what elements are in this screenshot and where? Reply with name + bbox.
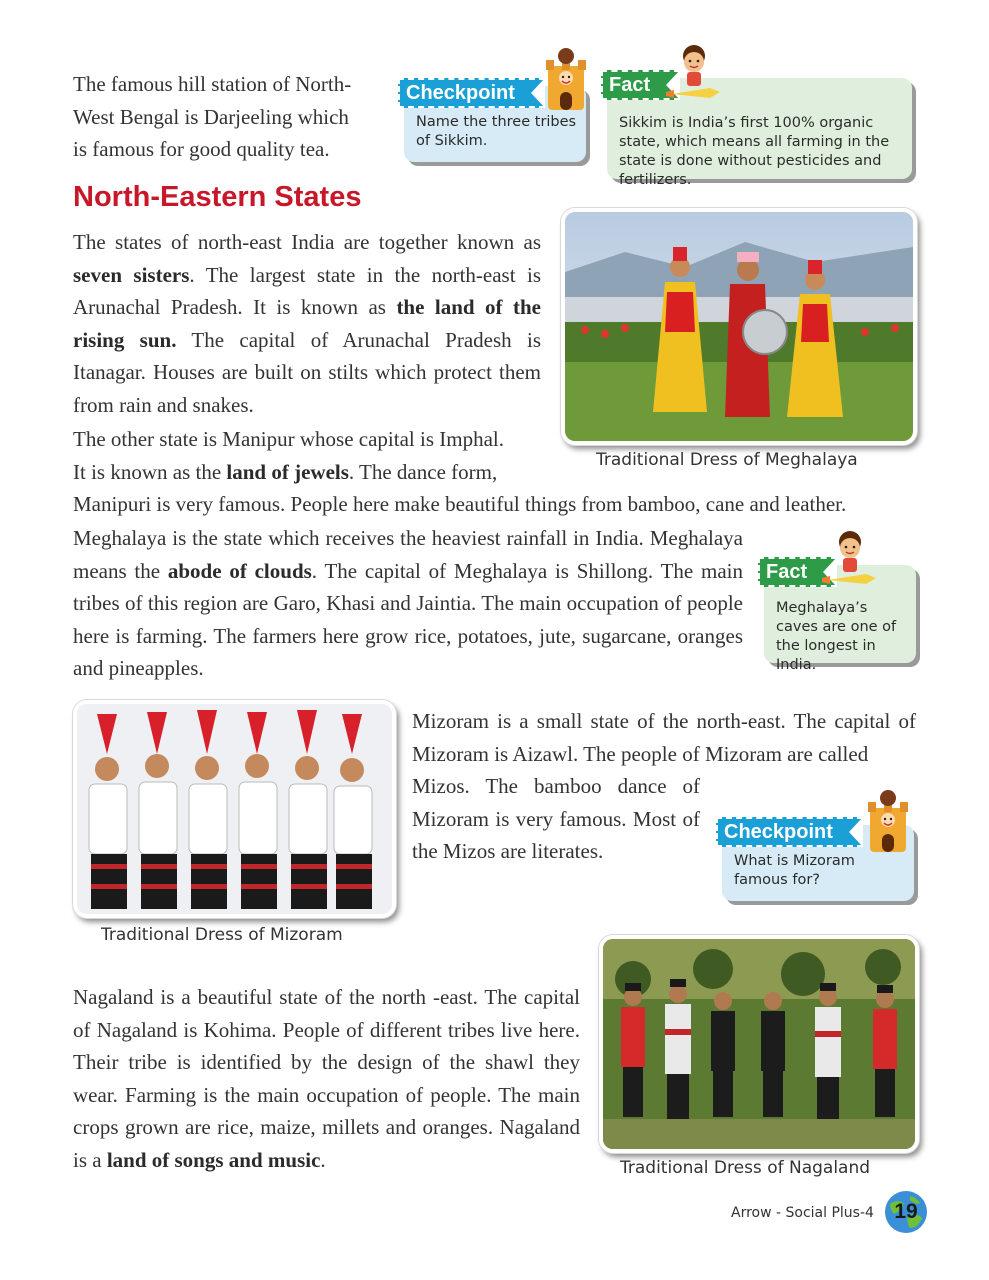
p1-text-c: . The largest state in the north-east is Arunachal Pradesh. It is known as — [73, 262, 541, 319]
p1-text-d: The capital of Arunachal Pradesh is Itanagar. Houses are built on stilts which protect them from rain and snakes. — [73, 327, 541, 417]
p2-text-a: It is known as the — [73, 459, 227, 484]
intro-line-3: is famous for good quality tea. — [73, 137, 330, 161]
p2-line-3: Manipuri is very famous. People here make beautiful things from bamboo, cane and leather. — [73, 492, 847, 516]
page-number-badge — [884, 1190, 928, 1234]
p1-text-a: The states of north-east India are together known as — [73, 230, 541, 254]
page-number: 19 — [894, 1200, 918, 1223]
p2-bold-land-of-jewels: land of jewels — [226, 459, 349, 484]
paragraph-nagaland — [73, 981, 580, 1176]
checkpoint-tag: Checkpoint — [716, 817, 863, 847]
fact-tag: Fact — [758, 557, 837, 587]
p1-bold-rising-sun: the land of the rising sun. — [73, 295, 541, 352]
meghalaya-photo-image — [565, 212, 913, 441]
p3-text-c: . The capital of Meghalaya is Shillong. The main tribes of this region are Garo, Khasi and Jaintia. The main occupation of people here is farming. The farmers here grow rice, potatoes, jute, sugarcane, oranges and pineapples. — [73, 558, 744, 680]
p2-text-c: . The dance form, — [348, 459, 498, 484]
paragraph-arunachal — [73, 226, 541, 421]
section-title: North-Eastern States — [73, 181, 362, 213]
p5-bold-songs-music: land of songs and music — [106, 1147, 321, 1172]
paragraph-meghalaya — [73, 522, 743, 685]
intro-line-2: West Bengal is Darjeeling which — [73, 104, 349, 129]
p4-text-a: Mizoram is a small state of the north-east. The capital of Mizoram is Aizawl. The people of Mizoram are called — [412, 709, 916, 766]
p3-bold-abode-of-clouds: abode of clouds — [167, 558, 312, 583]
photo-nagaland-dress — [599, 935, 919, 1153]
caption-nagaland: Traditional Dress of Nagaland — [620, 1158, 871, 1178]
castle-mascot-icon — [546, 44, 586, 112]
p4-text-b: Mizos. The bamboo dance of Mizoram is very famous. Most of the Mizos are literates. — [412, 774, 700, 863]
p2-line-1: The other state is Manipur whose capital is Imphal. — [73, 427, 504, 451]
photo-mizoram-dress — [73, 700, 396, 918]
checkpoint-question: What is Mizoram famous for? — [734, 853, 855, 888]
footer-book-title: Arrow - Social Plus-4 — [731, 1205, 874, 1221]
caption-meghalaya: Traditional Dress of Meghalaya — [596, 450, 858, 470]
p1-bold-seven-sisters: seven sisters — [73, 262, 190, 287]
photo-meghalaya-dress — [561, 208, 917, 445]
boy-on-rocket-icon — [666, 44, 722, 106]
nagaland-photo-image — [603, 939, 915, 1149]
fact-text: Sikkim is India’s first 100% organic state, which means all farming in the state is done without pesticides and fertilizers. — [619, 115, 890, 188]
fact-text: Meghalaya’s caves are one of the longest in India. — [776, 600, 897, 673]
checkpoint-tag: Checkpoint — [398, 78, 545, 108]
checkpoint-question: Name the three tribes of Sikkim. — [416, 114, 577, 149]
p5-text-a: Nagaland is a beautiful state of the north -east. The capital of Nagaland is Kohima. People of different tribes live here. Their tribe is identified by the design of the shawl they wear. Farming is the main occupation of people. The main crops grown are rice, maize, millets and oranges. Nagaland is a — [73, 985, 580, 1172]
paragraph-manipur — [73, 423, 923, 521]
paragraph-mizoram-b — [412, 770, 700, 868]
boy-on-rocket-icon — [822, 530, 878, 592]
caption-mizoram: Traditional Dress of Mizoram — [101, 925, 343, 945]
castle-mascot-icon — [868, 786, 908, 854]
intro-paragraph — [73, 68, 393, 166]
fact-tag: Fact — [601, 70, 680, 100]
intro-line-1: The famous hill station of North- — [73, 72, 352, 96]
p5-text-c: . — [320, 1147, 326, 1172]
p3-text-a: Meghalaya is the state which receives the heaviest rainfall in India. Meghalaya means the — [73, 526, 743, 583]
fact-box-sikkim — [607, 74, 912, 188]
mizoram-photo-image — [77, 704, 392, 914]
paragraph-mizoram-a — [412, 705, 916, 770]
p2-line-2 — [73, 456, 923, 489]
